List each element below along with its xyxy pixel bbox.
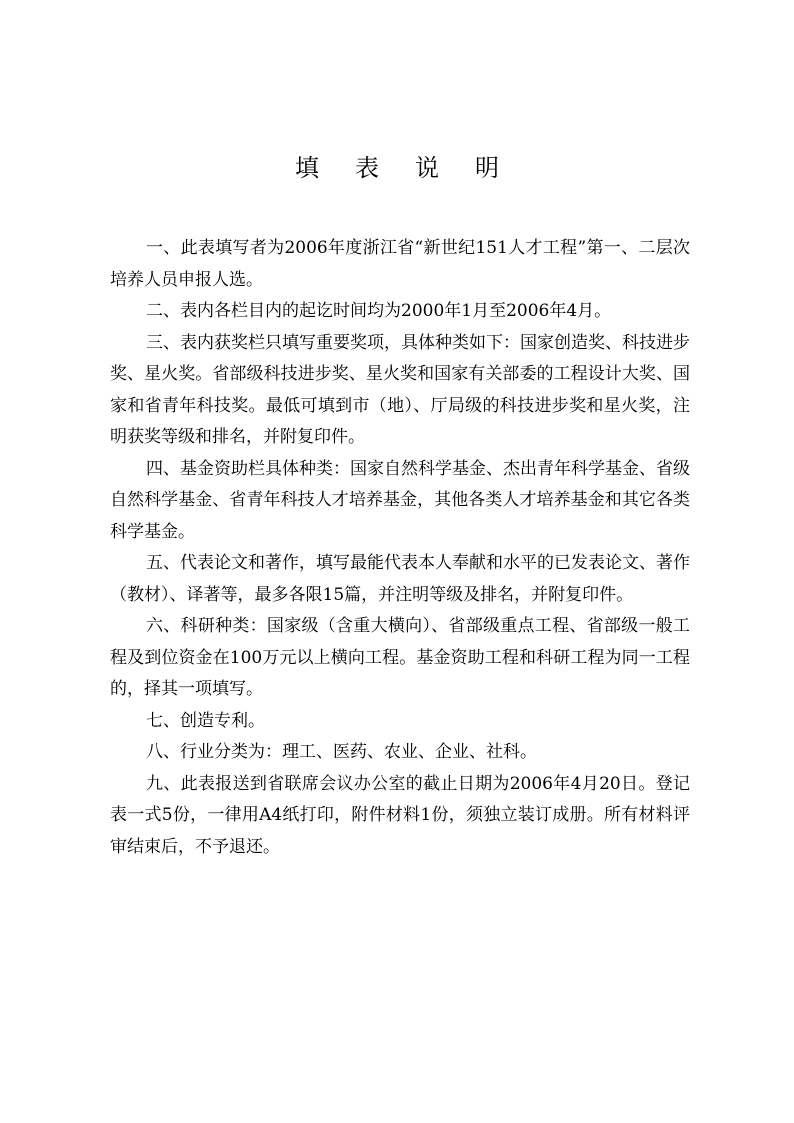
instruction-item-1: 一、此表填写者为2006年度浙江省“新世纪151人才工程”第一、二层次培养人员申报人选。 bbox=[110, 238, 690, 290]
instruction-item-8: 八、行业分类为：理工、医药、农业、企业、社科。 bbox=[146, 742, 537, 762]
instruction-item-7: 七、创造专利。 bbox=[146, 710, 265, 731]
instruction-item-5: 五、代表论文和著作，填写最能代表本人奉献和水平的已发表论文、著作（教材）、译著等，最多各限15篇，并注明等级及排名，并附复印件。 bbox=[110, 553, 690, 605]
instruction-item-4: 四、基金资助栏具体种类：国家自然科学基金、杰出青年科学基金、省级自然科学基金、省青年科技人才培养基金，其他各类人才培养基金和其它各类科学基金。 bbox=[110, 458, 690, 542]
page-title: 填表说明 bbox=[295, 154, 535, 182]
instructions-body bbox=[110, 233, 690, 863]
instruction-item-9: 九、此表报送到省联席会议办公室的截止日期为2006年4月20日。登记表一式5份，一律用A4纸打印，附件材料1份，须独立装订成册。所有材料评审结束后，不予退还。 bbox=[110, 773, 690, 857]
instruction-item-3: 三、表内获奖栏只填写重要奖项，具体种类如下：国家创造奖、科技进步奖、星火奖。省部级科技进步奖、星火奖和国家有关部委的工程设计大奖、国家和省青年科技奖。最低可填到市（地）、厅局级的科技进步奖和星火奖，注明获奖等级和排名，并附复印件。 bbox=[110, 332, 690, 447]
instruction-item-2: 二、表内各栏目内的起讫时间均为2000年1月至2006年4月。 bbox=[146, 301, 612, 321]
instruction-item-6: 六、科研种类：国家级（含重大横向）、省部级重点工程、省部级一般工程及到位资金在100万元以上横向工程。基金资助工程和科研工程为同一工程的，择其一项填写。 bbox=[110, 616, 690, 699]
